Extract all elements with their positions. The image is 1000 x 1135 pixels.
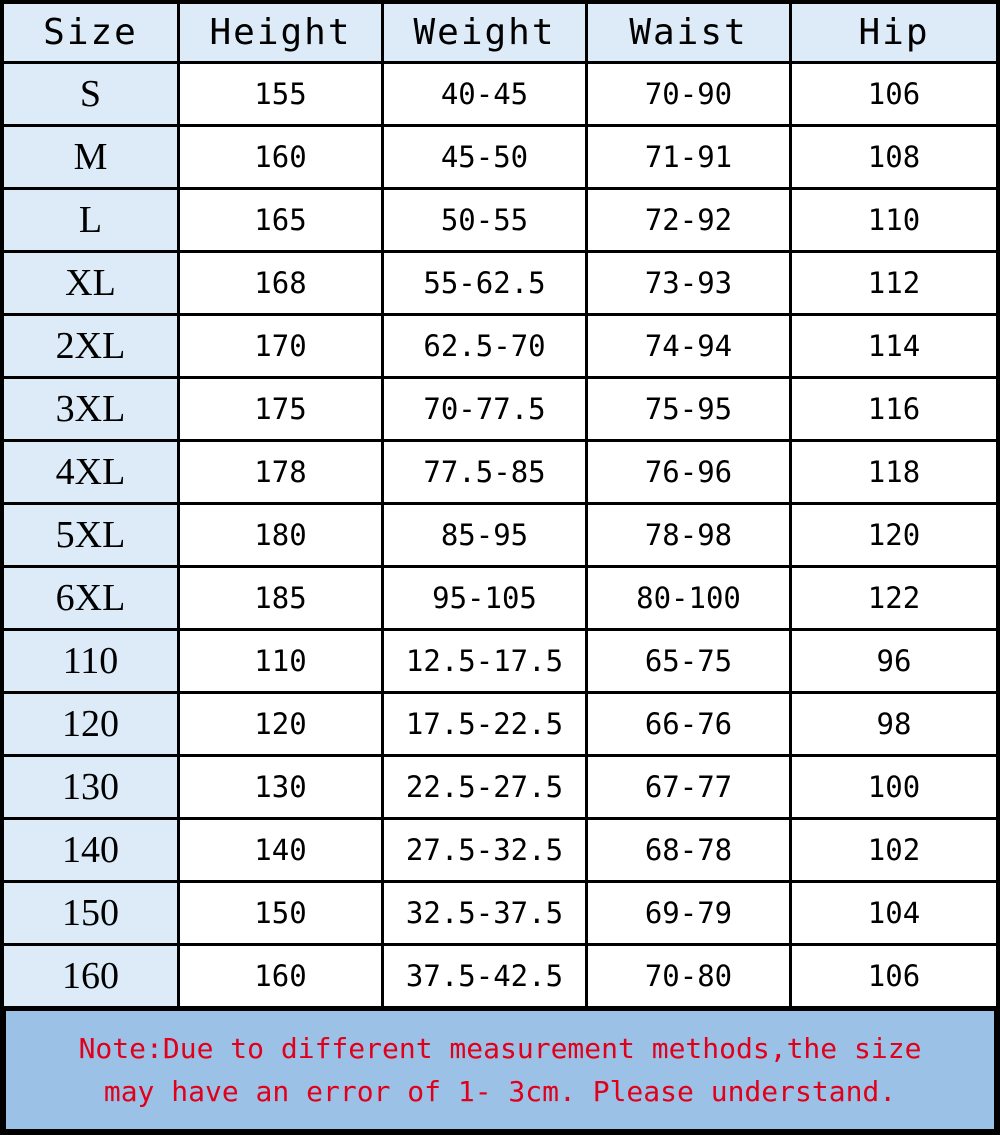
waist-cell: 72-92 (588, 190, 792, 253)
hip-cell: 112 (792, 253, 996, 316)
height-cell: 185 (180, 568, 384, 631)
table-row (4, 757, 996, 820)
note-box (6, 1011, 994, 1129)
header-height: Height (180, 4, 384, 64)
waist-cell: 69-79 (588, 883, 792, 946)
hip-cell: 106 (792, 946, 996, 1009)
waist-cell: 74-94 (588, 316, 792, 379)
waist-cell: 68-78 (588, 820, 792, 883)
hip-cell: 100 (792, 757, 996, 820)
waist-cell: 70-80 (588, 946, 792, 1009)
hip-cell: 110 (792, 190, 996, 253)
weight-cell: 27.5-32.5 (384, 820, 588, 883)
height-cell: 175 (180, 379, 384, 442)
table-row (4, 442, 996, 505)
weight-cell: 70-77.5 (384, 379, 588, 442)
height-cell: 130 (180, 757, 384, 820)
note-line-2: may have an error of 1- 3cm. Please understand. (103, 1075, 897, 1108)
waist-cell: 80-100 (588, 568, 792, 631)
height-cell: 140 (180, 820, 384, 883)
weight-cell: 32.5-37.5 (384, 883, 588, 946)
height-cell: 165 (180, 190, 384, 253)
waist-cell: 67-77 (588, 757, 792, 820)
size-cell: 4XL (4, 442, 180, 505)
size-cell: 5XL (4, 505, 180, 568)
hip-cell: 102 (792, 820, 996, 883)
height-cell: 150 (180, 883, 384, 946)
table-row (4, 568, 996, 631)
table-row (4, 505, 996, 568)
height-cell: 180 (180, 505, 384, 568)
weight-cell: 62.5-70 (384, 316, 588, 379)
size-cell: 160 (4, 946, 180, 1009)
waist-cell: 76-96 (588, 442, 792, 505)
size-cell: 6XL (4, 568, 180, 631)
weight-cell: 45-50 (384, 127, 588, 190)
size-cell: S (4, 64, 180, 127)
size-cell: M (4, 127, 180, 190)
height-cell: 178 (180, 442, 384, 505)
weight-cell: 22.5-27.5 (384, 757, 588, 820)
waist-cell: 70-90 (588, 64, 792, 127)
size-cell: L (4, 190, 180, 253)
hip-cell: 114 (792, 316, 996, 379)
hip-cell: 116 (792, 379, 996, 442)
table-row (4, 820, 996, 883)
header-hip: Hip (792, 4, 996, 64)
waist-cell: 65-75 (588, 631, 792, 694)
hip-cell: 118 (792, 442, 996, 505)
table-row (4, 253, 996, 316)
weight-cell: 40-45 (384, 64, 588, 127)
weight-cell: 50-55 (384, 190, 588, 253)
waist-cell: 66-76 (588, 694, 792, 757)
table-body (4, 64, 996, 1009)
table-row (4, 883, 996, 946)
size-cell: 140 (4, 820, 180, 883)
hip-cell: 120 (792, 505, 996, 568)
table-row (4, 694, 996, 757)
table-row (4, 379, 996, 442)
weight-cell: 77.5-85 (384, 442, 588, 505)
table-row (4, 127, 996, 190)
size-cell: 120 (4, 694, 180, 757)
height-cell: 155 (180, 64, 384, 127)
table-row (4, 316, 996, 379)
header-size: Size (4, 4, 180, 64)
weight-cell: 95-105 (384, 568, 588, 631)
size-cell: 130 (4, 757, 180, 820)
header-row (4, 4, 996, 64)
hip-cell: 104 (792, 883, 996, 946)
waist-cell: 75-95 (588, 379, 792, 442)
size-cell: XL (4, 253, 180, 316)
header-waist: Waist (588, 4, 792, 64)
height-cell: 160 (180, 127, 384, 190)
size-cell: 110 (4, 631, 180, 694)
height-cell: 170 (180, 316, 384, 379)
hip-cell: 108 (792, 127, 996, 190)
waist-cell: 73-93 (588, 253, 792, 316)
table-row (4, 190, 996, 253)
height-cell: 168 (180, 253, 384, 316)
weight-cell: 17.5-22.5 (384, 694, 588, 757)
table-row (4, 946, 996, 1009)
weight-cell: 55-62.5 (384, 253, 588, 316)
hip-cell: 98 (792, 694, 996, 757)
hip-cell: 122 (792, 568, 996, 631)
size-cell: 2XL (4, 316, 180, 379)
size-cell: 3XL (4, 379, 180, 442)
hip-cell: 96 (792, 631, 996, 694)
waist-cell: 71-91 (588, 127, 792, 190)
weight-cell: 85-95 (384, 505, 588, 568)
table-row (4, 64, 996, 127)
note-line-1: Note:Due to different measurement methods,the size (78, 1032, 922, 1065)
height-cell: 120 (180, 694, 384, 757)
hip-cell: 106 (792, 64, 996, 127)
waist-cell: 78-98 (588, 505, 792, 568)
size-table (4, 4, 996, 1009)
table-row (4, 631, 996, 694)
header-weight: Weight (384, 4, 588, 64)
height-cell: 160 (180, 946, 384, 1009)
size-cell: 150 (4, 883, 180, 946)
height-cell: 110 (180, 631, 384, 694)
weight-cell: 37.5-42.5 (384, 946, 588, 1009)
weight-cell: 12.5-17.5 (384, 631, 588, 694)
